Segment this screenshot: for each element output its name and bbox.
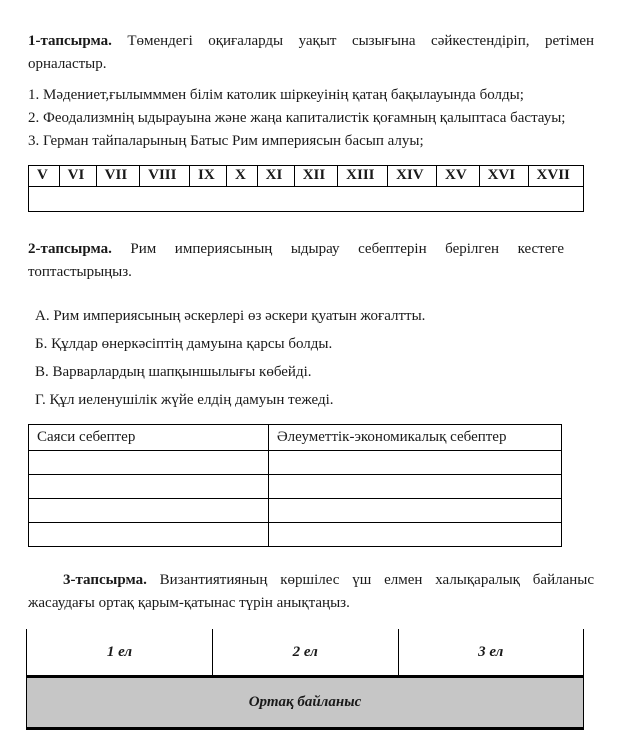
task3-label: 3-тапсырма. — [63, 572, 147, 588]
task3-intro-text: Византиятияның көршілес үш елмен халықаралық байланыс жасаудағы ортақ қарым-қатынас түрін анықтаңыз. — [28, 572, 595, 611]
causes-header-row — [29, 425, 562, 451]
relations-country1-cell[interactable]: 1 ел — [27, 629, 213, 677]
task1-intro-paragraph — [28, 30, 594, 76]
task1-item: 1. Мәдениет,ғылымммен білім католик шіркеуінің қатаң бақылауында болды; — [28, 87, 524, 103]
century-cell: XII — [294, 166, 337, 187]
timeline-table — [28, 165, 584, 212]
relations-header-row — [27, 629, 584, 677]
task2-section — [28, 238, 594, 547]
timeline-answer-cell[interactable] — [29, 187, 584, 212]
relations-country2-cell[interactable]: 2 ел — [213, 629, 398, 677]
causes-header-political: Саяси себептер — [29, 425, 269, 451]
century-cell: VIII — [140, 166, 190, 187]
century-cell: IX — [190, 166, 227, 187]
task2-option-list — [35, 302, 594, 414]
causes-answer-cell[interactable] — [268, 451, 561, 475]
causes-empty-row — [29, 475, 562, 499]
century-cell: V — [29, 166, 60, 187]
task2-label: 2-тапсырма. — [28, 241, 112, 257]
task1-section — [28, 30, 594, 212]
causes-answer-cell[interactable] — [268, 523, 561, 547]
causes-answer-cell[interactable] — [29, 475, 269, 499]
task2-intro-text: Рим империясының ыдырау себептерін берілген кестеге топтастырыңыз. — [28, 241, 564, 280]
timeline-answer-row — [29, 187, 584, 212]
task2-option: А. Рим империясының әскерлері өз әскери қуатын жоғалтты. — [35, 308, 426, 324]
task2-option: Б. Құлдар өнеркәсіптің дамуына қарсы болды. — [35, 336, 333, 352]
task1-label: 1-тапсырма. — [28, 33, 112, 49]
century-cell: VI — [59, 166, 96, 187]
task1-intro-text: Төмендегі оқиғаларды уақыт сызығына сәйкестендіріп, ретімен орналастыр. — [28, 33, 595, 72]
task2-option: В. Варварлардың шапқыншылығы көбейді. — [35, 364, 312, 380]
causes-answer-cell[interactable] — [29, 451, 269, 475]
task1-event-list — [28, 84, 594, 153]
task1-item: 2. Феодализмнің ыдырауына және жаңа капиталистік қоғамның қалыптаса бастауы; — [28, 110, 566, 126]
task2-intro-paragraph — [28, 238, 594, 284]
causes-header-socioeconomic: Әлеуметтік-экономикалық себептер — [268, 425, 561, 451]
relations-table — [26, 629, 584, 730]
task3-section — [28, 569, 594, 730]
causes-empty-row — [29, 499, 562, 523]
relations-country3-cell[interactable]: 3 ел — [398, 629, 584, 677]
relations-footer-row — [27, 677, 584, 729]
relations-common-link-cell: Ортақ байланыс — [27, 677, 584, 729]
century-cell: XIV — [388, 166, 437, 187]
century-cell: XVII — [528, 166, 583, 187]
causes-answer-cell[interactable] — [268, 499, 561, 523]
century-cell: VII — [96, 166, 139, 187]
century-cell: XVI — [479, 166, 528, 187]
century-cell: XIII — [338, 166, 388, 187]
causes-empty-row — [29, 523, 562, 547]
causes-table — [28, 424, 562, 547]
timeline-century-row — [29, 166, 584, 187]
century-cell: XI — [257, 166, 294, 187]
causes-empty-row — [29, 451, 562, 475]
causes-answer-cell[interactable] — [29, 523, 269, 547]
task3-intro-paragraph — [28, 569, 594, 615]
causes-answer-cell[interactable] — [29, 499, 269, 523]
century-cell: X — [227, 166, 258, 187]
causes-answer-cell[interactable] — [268, 475, 561, 499]
century-cell: XV — [437, 166, 480, 187]
task1-item: 3. Герман тайпаларының Батыс Рим империясын басып алуы; — [28, 133, 424, 149]
task2-option: Г. Құл иеленушілік жүйе елдің дамуын тежеді. — [35, 392, 334, 408]
